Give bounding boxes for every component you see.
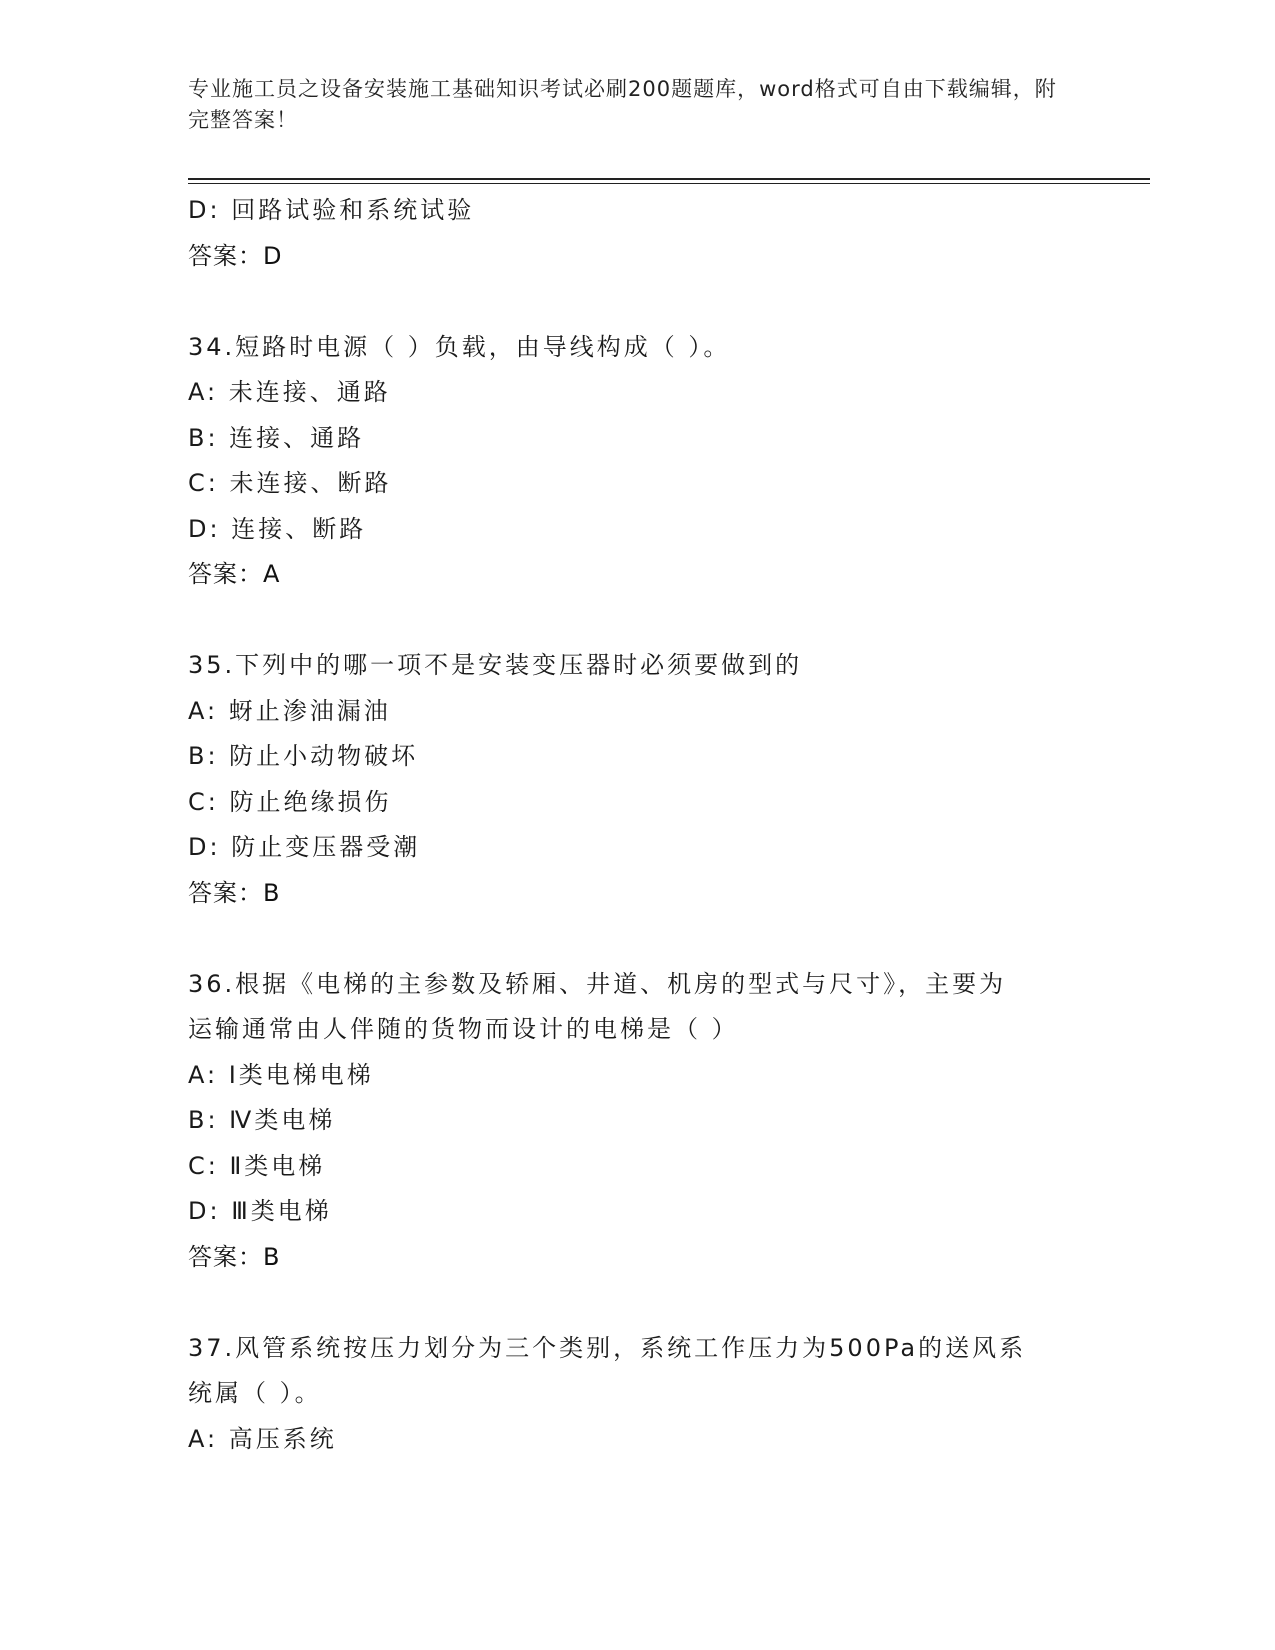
answer-line: 答案：D <box>188 241 283 270</box>
option-b: B: 连接、通路 <box>188 423 365 452</box>
option-a: A: 未连接、通路 <box>188 378 391 406</box>
option-d: D: 防止变压器受潮 <box>188 833 421 861</box>
option-d: D: 回路试验和系统试验 <box>188 196 475 224</box>
option-a: A: 高压系统 <box>188 1424 337 1453</box>
option-c: C: 防止绝缘损伤 <box>188 787 392 816</box>
question-stem-34: 34.短路时电源（ ）负载，由导线构成（ ）。 <box>188 332 731 361</box>
option-d: D: Ⅲ类电梯 <box>188 1197 332 1225</box>
option-b: B: 防止小动物破坏 <box>188 742 419 770</box>
header-divider-thin <box>188 183 1150 184</box>
header-divider-thick <box>188 178 1150 180</box>
answer-line: 答案：B <box>188 1242 281 1271</box>
question-spacer <box>188 279 1088 325</box>
question-stem-36-line2: 运输通常由人伴随的货物而设计的电梯是（ ） <box>188 1015 739 1043</box>
answer-line: 答案：A <box>188 560 281 588</box>
question-stem-36-line1: 36.根据《电梯的主参数及轿厢、井道、机房的型式与尺寸》，主要为 <box>188 969 1007 998</box>
document-header-title: 专业施工员之设备安装施工基础知识考试必刷200题题库，word格式可自由下载编辑，附完整答案！ <box>188 77 1057 132</box>
question-spacer <box>188 916 1088 962</box>
option-c: C: Ⅱ类电梯 <box>188 1151 326 1180</box>
question-list <box>188 188 1088 1462</box>
option-a: A: Ⅰ类电梯电梯 <box>188 1060 374 1089</box>
option-d: D: 连接、断路 <box>188 514 367 543</box>
question-spacer <box>188 1280 1088 1326</box>
option-c: C: 未连接、断路 <box>188 469 392 497</box>
option-a: A: 蚜止渗油漏油 <box>188 696 391 725</box>
question-stem-37-line2: 统属（ ）。 <box>188 1379 322 1407</box>
question-stem-37-line1: 37.风管系统按压力划分为三个类别，系统工作压力为500Pa的送风系 <box>188 1333 1027 1362</box>
question-spacer <box>188 598 1088 644</box>
question-stem-35: 35.下列中的哪一项不是安装变压器时必须要做到的 <box>188 651 803 679</box>
option-b: B: Ⅳ类电梯 <box>188 1106 336 1134</box>
answer-line: 答案：B <box>188 878 281 907</box>
